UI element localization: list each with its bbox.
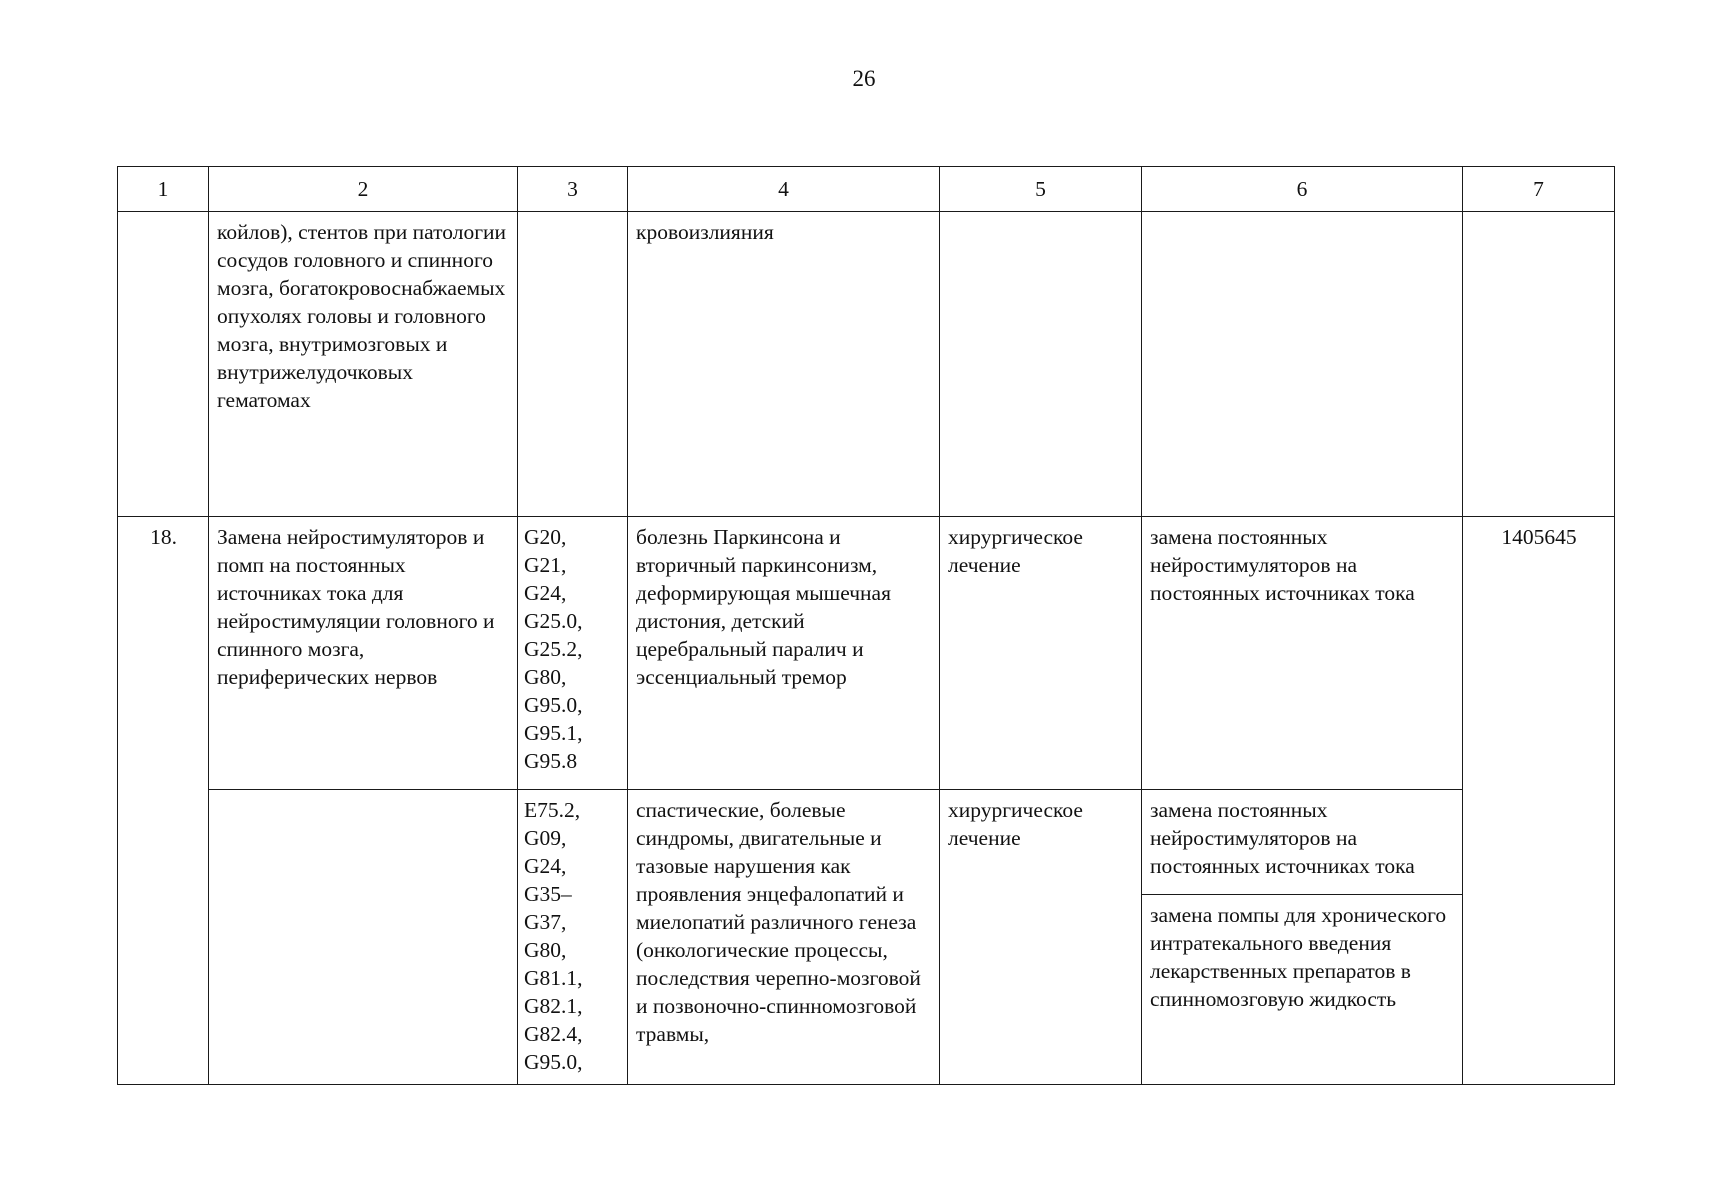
table-row-18 — [118, 517, 1615, 790]
icd-code: G95.8 — [524, 749, 578, 773]
page-number: 26 — [852, 66, 876, 91]
table-row-continued — [118, 212, 1615, 517]
icd-code: G82.1, — [524, 994, 583, 1018]
icd-code: G25.0, — [524, 609, 583, 633]
icd-codes-b — [518, 790, 628, 1085]
cont-method-cell — [1142, 212, 1463, 517]
cont-model-cell: кровоизлияния — [628, 212, 940, 517]
header-cell-2: 2 — [209, 167, 518, 212]
icd-code: G37, — [524, 910, 567, 934]
icd-code: G25.2, — [524, 637, 583, 661]
treatment-method-b1: замена постоянных нейростимуляторов на постоянных источниках тока — [1142, 790, 1463, 895]
header-cell-3: 3 — [518, 167, 628, 212]
icd-code: G81.1, — [524, 966, 583, 990]
table-row-18-sub-b — [118, 790, 1615, 895]
treatment-type-b: хирургическое лечение — [940, 790, 1142, 1085]
patient-model-a: болезнь Паркинсона и вторичный паркинсонизм, деформирующая мышечная дистония, детский церебральный паралич и эссенциальный тремор — [628, 517, 940, 790]
icd-code: G24, — [524, 581, 567, 605]
icd-code: G80, — [524, 938, 567, 962]
cont-price-cell — [1463, 212, 1615, 517]
header-cell-6: 6 — [1142, 167, 1463, 212]
header-cell-7: 7 — [1463, 167, 1615, 212]
cont-codes-cell — [518, 212, 628, 517]
treatment-method-a: замена постоянных нейростимуляторов на постоянных источниках тока — [1142, 517, 1463, 790]
patient-model-b: спастические, болевые синдромы, двигательные и тазовые нарушения как проявления энцефалопатий и миелопатий различного генеза (онкологические процессы, последствия черепно-мозговой и позвоночно-спинномозговой травмы, — [628, 790, 940, 1085]
header-cell-1: 1 — [118, 167, 209, 212]
care-type-name: Замена нейростимуляторов и помп на постоянных источниках тока для нейростимуляции головного и спинного мозга, периферических нервов — [209, 517, 518, 790]
care-type-name-empty — [209, 790, 518, 1085]
row-number: 18. — [118, 517, 209, 1085]
treatment-type-a: хирургическое лечение — [940, 517, 1142, 790]
icd-code: G95.0, — [524, 693, 583, 717]
cont-number-cell — [118, 212, 209, 517]
icd-code: G24, — [524, 854, 567, 878]
price-value: 1405645 — [1463, 517, 1615, 1085]
icd-code: G20, — [524, 525, 567, 549]
icd-code: E75.2, — [524, 798, 581, 822]
icd-codes-a — [518, 517, 628, 790]
header-cell-4: 4 — [628, 167, 940, 212]
header-cell-5: 5 — [940, 167, 1142, 212]
icd-code: G82.4, — [524, 1022, 583, 1046]
icd-code: G95.1, — [524, 721, 583, 745]
icd-code: G95.0, — [524, 1050, 583, 1074]
icd-code: G09, — [524, 826, 567, 850]
treatment-method-b2: замена помпы для хронического интратекального введения лекарственных препаратов в спинномозговую жидкость — [1142, 895, 1463, 1085]
icd-code: G35– — [524, 882, 572, 906]
icd-code: G21, — [524, 553, 567, 577]
icd-code: G80, — [524, 665, 567, 689]
table-header-row — [118, 167, 1615, 212]
cont-name-cell: койлов), стентов при патологии сосудов головного и спинного мозга, богатокровоснабжаемых опухолях головы и головного мозга, внутримозговых и внутрижелудочковых гематомах — [209, 212, 518, 517]
medical-care-table — [117, 166, 1615, 1085]
cont-treatment-cell — [940, 212, 1142, 517]
